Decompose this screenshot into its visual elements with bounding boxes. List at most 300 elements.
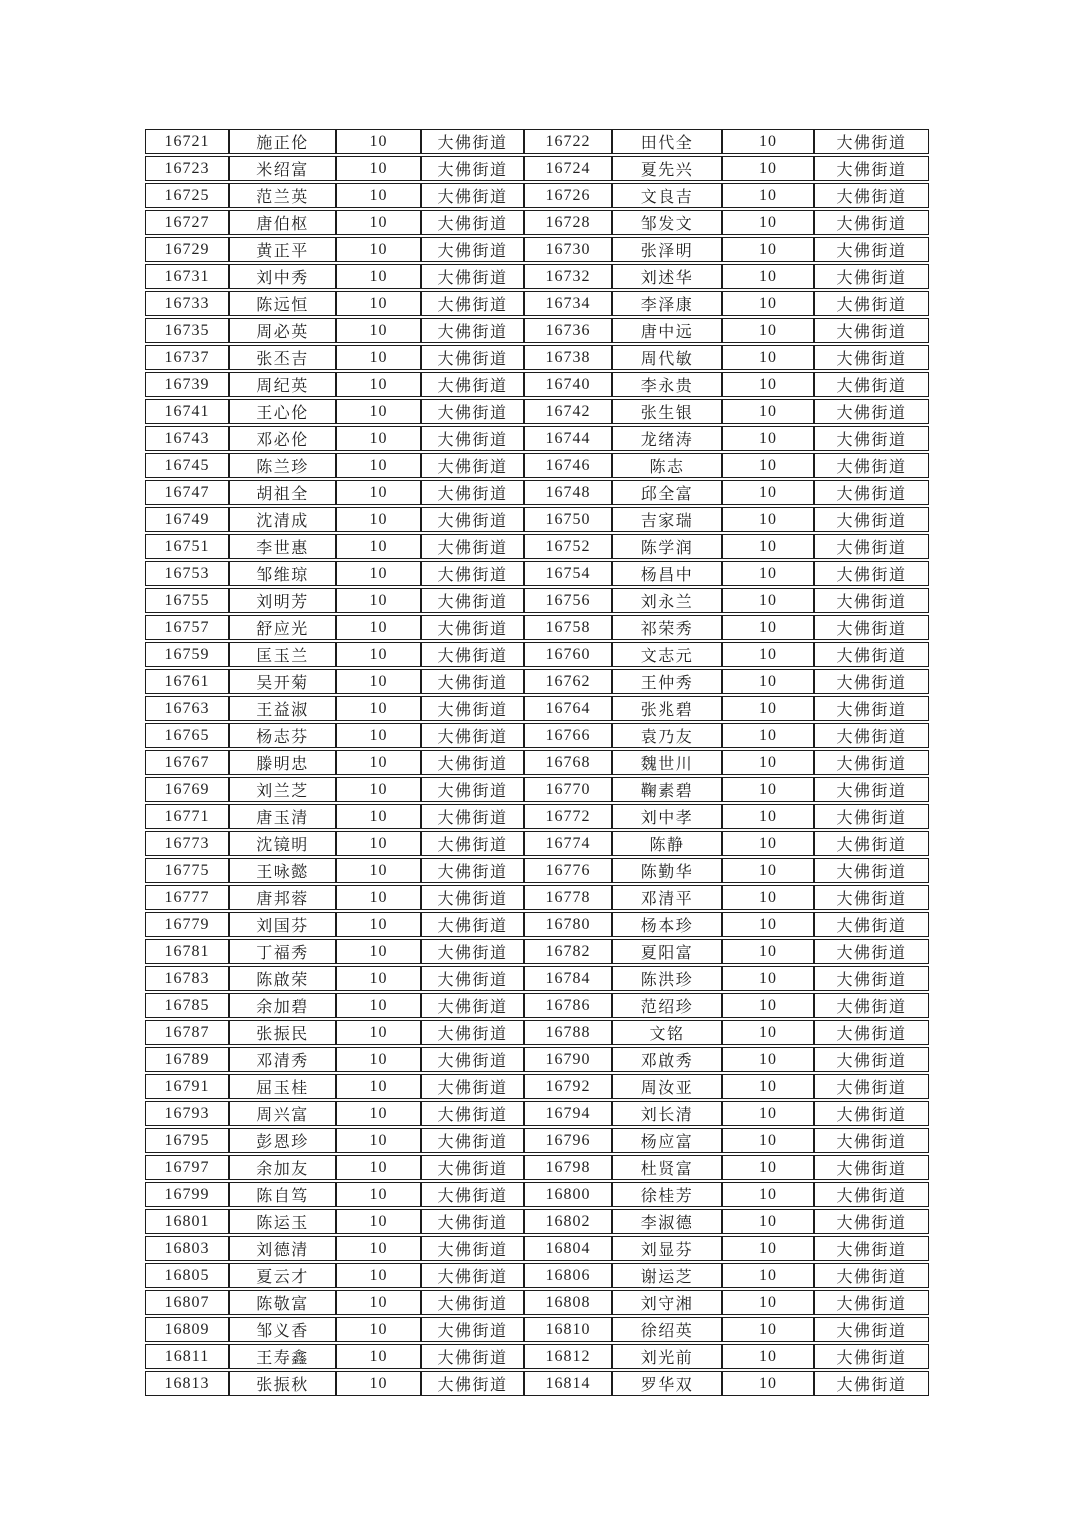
- table-row: [145, 291, 929, 316]
- serial-number-cell: 16722: [524, 129, 612, 154]
- serial-number-cell: 16764: [524, 696, 612, 721]
- table-row: [145, 804, 929, 829]
- name-cell: 王益淑: [229, 696, 336, 721]
- serial-number-cell: 16784: [524, 966, 612, 991]
- amount-cell: 10: [336, 561, 421, 586]
- serial-number-cell: 16790: [524, 1047, 612, 1072]
- serial-number-cell: 16742: [524, 399, 612, 424]
- amount-cell: 10: [722, 1074, 814, 1099]
- table-row: [145, 507, 929, 532]
- amount-cell: 10: [722, 372, 814, 397]
- serial-number-cell: 16798: [524, 1155, 612, 1180]
- name-cell: 匡玉兰: [229, 642, 336, 667]
- serial-number-cell: 16814: [524, 1371, 612, 1396]
- name-cell: 夏阳富: [612, 939, 722, 964]
- street-cell: 大佛街道: [421, 372, 524, 397]
- name-cell: 范兰英: [229, 183, 336, 208]
- serial-number-cell: 16746: [524, 453, 612, 478]
- amount-cell: 10: [336, 426, 421, 451]
- serial-number-cell: 16792: [524, 1074, 612, 1099]
- table-row: [145, 345, 929, 370]
- amount-cell: 10: [722, 426, 814, 451]
- name-cell: 徐绍英: [612, 1317, 722, 1342]
- name-cell: 陈学润: [612, 534, 722, 559]
- name-cell: 刘光前: [612, 1344, 722, 1369]
- name-cell: 张生银: [612, 399, 722, 424]
- amount-cell: 10: [336, 507, 421, 532]
- serial-number-cell: 16749: [145, 507, 229, 532]
- name-cell: 邓清平: [612, 885, 722, 910]
- amount-cell: 10: [336, 1344, 421, 1369]
- serial-number-cell: 16774: [524, 831, 612, 856]
- street-cell: 大佛街道: [421, 1371, 524, 1396]
- street-cell: 大佛街道: [421, 723, 524, 748]
- street-cell: 大佛街道: [421, 1317, 524, 1342]
- amount-cell: 10: [336, 318, 421, 343]
- amount-cell: 10: [722, 1155, 814, 1180]
- roster-table: [145, 127, 929, 1398]
- street-cell: 大佛街道: [421, 210, 524, 235]
- serial-number-cell: 16803: [145, 1236, 229, 1261]
- amount-cell: 10: [336, 264, 421, 289]
- serial-number-cell: 16812: [524, 1344, 612, 1369]
- name-cell: 黄正平: [229, 237, 336, 262]
- street-cell: 大佛街道: [421, 1020, 524, 1045]
- table-row: [145, 777, 929, 802]
- street-cell: 大佛街道: [814, 1074, 929, 1099]
- serial-number-cell: 16748: [524, 480, 612, 505]
- table-row: [145, 453, 929, 478]
- amount-cell: 10: [336, 831, 421, 856]
- serial-number-cell: 16771: [145, 804, 229, 829]
- street-cell: 大佛街道: [421, 291, 524, 316]
- name-cell: 米绍富: [229, 156, 336, 181]
- name-cell: 文志元: [612, 642, 722, 667]
- street-cell: 大佛街道: [421, 1182, 524, 1207]
- amount-cell: 10: [722, 1344, 814, 1369]
- table-row: [145, 183, 929, 208]
- amount-cell: 10: [336, 1128, 421, 1153]
- name-cell: 邓清秀: [229, 1047, 336, 1072]
- name-cell: 李永贵: [612, 372, 722, 397]
- street-cell: 大佛街道: [421, 237, 524, 262]
- serial-number-cell: 16767: [145, 750, 229, 775]
- serial-number-cell: 16780: [524, 912, 612, 937]
- name-cell: 李淑德: [612, 1209, 722, 1234]
- table-row: [145, 1074, 929, 1099]
- street-cell: 大佛街道: [814, 507, 929, 532]
- amount-cell: 10: [336, 993, 421, 1018]
- amount-cell: 10: [722, 966, 814, 991]
- street-cell: 大佛街道: [421, 264, 524, 289]
- name-cell: 杨应富: [612, 1128, 722, 1153]
- amount-cell: 10: [722, 858, 814, 883]
- serial-number-cell: 16791: [145, 1074, 229, 1099]
- street-cell: 大佛街道: [421, 750, 524, 775]
- name-cell: 祁荣秀: [612, 615, 722, 640]
- amount-cell: 10: [722, 1290, 814, 1315]
- name-cell: 范绍珍: [612, 993, 722, 1018]
- table-row: [145, 696, 929, 721]
- name-cell: 王心伦: [229, 399, 336, 424]
- serial-number-cell: 16777: [145, 885, 229, 910]
- street-cell: 大佛街道: [421, 588, 524, 613]
- table-row: [145, 966, 929, 991]
- street-cell: 大佛街道: [421, 561, 524, 586]
- serial-number-cell: 16769: [145, 777, 229, 802]
- table-row: [145, 1155, 929, 1180]
- street-cell: 大佛街道: [421, 345, 524, 370]
- serial-number-cell: 16763: [145, 696, 229, 721]
- street-cell: 大佛街道: [421, 993, 524, 1018]
- amount-cell: 10: [336, 588, 421, 613]
- street-cell: 大佛街道: [421, 1344, 524, 1369]
- street-cell: 大佛街道: [814, 885, 929, 910]
- serial-number-cell: 16772: [524, 804, 612, 829]
- street-cell: 大佛街道: [814, 399, 929, 424]
- table-row: [145, 237, 929, 262]
- street-cell: 大佛街道: [421, 939, 524, 964]
- serial-number-cell: 16765: [145, 723, 229, 748]
- serial-number-cell: 16738: [524, 345, 612, 370]
- table-row: [145, 885, 929, 910]
- table-row: [145, 561, 929, 586]
- amount-cell: 10: [722, 534, 814, 559]
- name-cell: 刘明芳: [229, 588, 336, 613]
- name-cell: 沈镜明: [229, 831, 336, 856]
- amount-cell: 10: [336, 723, 421, 748]
- amount-cell: 10: [722, 939, 814, 964]
- street-cell: 大佛街道: [814, 561, 929, 586]
- street-cell: 大佛街道: [421, 777, 524, 802]
- table-row: [145, 1182, 929, 1207]
- amount-cell: 10: [336, 615, 421, 640]
- serial-number-cell: 16733: [145, 291, 229, 316]
- amount-cell: 10: [722, 831, 814, 856]
- street-cell: 大佛街道: [814, 291, 929, 316]
- serial-number-cell: 16760: [524, 642, 612, 667]
- street-cell: 大佛街道: [814, 669, 929, 694]
- street-cell: 大佛街道: [814, 210, 929, 235]
- table-row: [145, 1236, 929, 1261]
- serial-number-cell: 16775: [145, 858, 229, 883]
- street-cell: 大佛街道: [814, 1371, 929, 1396]
- table-row: [145, 1020, 929, 1045]
- name-cell: 邹发文: [612, 210, 722, 235]
- name-cell: 田代全: [612, 129, 722, 154]
- serial-number-cell: 16800: [524, 1182, 612, 1207]
- street-cell: 大佛街道: [814, 939, 929, 964]
- name-cell: 滕明忠: [229, 750, 336, 775]
- amount-cell: 10: [336, 696, 421, 721]
- amount-cell: 10: [336, 372, 421, 397]
- street-cell: 大佛街道: [421, 642, 524, 667]
- amount-cell: 10: [722, 237, 814, 262]
- serial-number-cell: 16751: [145, 534, 229, 559]
- amount-cell: 10: [722, 318, 814, 343]
- table-row: [145, 588, 929, 613]
- street-cell: 大佛街道: [814, 696, 929, 721]
- name-cell: 唐邦蓉: [229, 885, 336, 910]
- street-cell: 大佛街道: [814, 1317, 929, 1342]
- amount-cell: 10: [722, 642, 814, 667]
- serial-number-cell: 16734: [524, 291, 612, 316]
- serial-number-cell: 16727: [145, 210, 229, 235]
- table-row: [145, 1101, 929, 1126]
- amount-cell: 10: [336, 1290, 421, 1315]
- serial-number-cell: 16740: [524, 372, 612, 397]
- serial-number-cell: 16810: [524, 1317, 612, 1342]
- street-cell: 大佛街道: [421, 858, 524, 883]
- serial-number-cell: 16811: [145, 1344, 229, 1369]
- serial-number-cell: 16804: [524, 1236, 612, 1261]
- name-cell: 丁福秀: [229, 939, 336, 964]
- street-cell: 大佛街道: [814, 1047, 929, 1072]
- amount-cell: 10: [722, 615, 814, 640]
- name-cell: 邓必伦: [229, 426, 336, 451]
- amount-cell: 10: [722, 1236, 814, 1261]
- street-cell: 大佛街道: [814, 966, 929, 991]
- amount-cell: 10: [336, 129, 421, 154]
- table-row: [145, 264, 929, 289]
- serial-number-cell: 16773: [145, 831, 229, 856]
- serial-number-cell: 16755: [145, 588, 229, 613]
- name-cell: 王咏懿: [229, 858, 336, 883]
- name-cell: 刘守湘: [612, 1290, 722, 1315]
- amount-cell: 10: [722, 345, 814, 370]
- serial-number-cell: 16785: [145, 993, 229, 1018]
- name-cell: 刘中秀: [229, 264, 336, 289]
- name-cell: 陈远恒: [229, 291, 336, 316]
- name-cell: 魏世川: [612, 750, 722, 775]
- amount-cell: 10: [336, 1209, 421, 1234]
- table-row: [145, 669, 929, 694]
- serial-number-cell: 16732: [524, 264, 612, 289]
- serial-number-cell: 16753: [145, 561, 229, 586]
- street-cell: 大佛街道: [421, 129, 524, 154]
- serial-number-cell: 16779: [145, 912, 229, 937]
- serial-number-cell: 16794: [524, 1101, 612, 1126]
- serial-number-cell: 16796: [524, 1128, 612, 1153]
- table-row: [145, 318, 929, 343]
- amount-cell: 10: [722, 210, 814, 235]
- name-cell: 文良吉: [612, 183, 722, 208]
- name-cell: 陈勤华: [612, 858, 722, 883]
- name-cell: 罗华双: [612, 1371, 722, 1396]
- serial-number-cell: 16735: [145, 318, 229, 343]
- name-cell: 杨本珍: [612, 912, 722, 937]
- street-cell: 大佛街道: [421, 453, 524, 478]
- serial-number-cell: 16802: [524, 1209, 612, 1234]
- street-cell: 大佛街道: [421, 399, 524, 424]
- amount-cell: 10: [336, 750, 421, 775]
- serial-number-cell: 16795: [145, 1128, 229, 1153]
- name-cell: 徐桂芳: [612, 1182, 722, 1207]
- name-cell: 陈志: [612, 453, 722, 478]
- serial-number-cell: 16806: [524, 1263, 612, 1288]
- name-cell: 王仲秀: [612, 669, 722, 694]
- name-cell: 周汝亚: [612, 1074, 722, 1099]
- amount-cell: 10: [722, 453, 814, 478]
- amount-cell: 10: [336, 1101, 421, 1126]
- street-cell: 大佛街道: [814, 345, 929, 370]
- street-cell: 大佛街道: [421, 1101, 524, 1126]
- amount-cell: 10: [336, 669, 421, 694]
- serial-number-cell: 16787: [145, 1020, 229, 1045]
- street-cell: 大佛街道: [814, 1020, 929, 1045]
- street-cell: 大佛街道: [421, 966, 524, 991]
- name-cell: 舒应光: [229, 615, 336, 640]
- amount-cell: 10: [336, 966, 421, 991]
- name-cell: 余加友: [229, 1155, 336, 1180]
- table-row: [145, 1290, 929, 1315]
- table-row: [145, 1209, 929, 1234]
- name-cell: 吴开菊: [229, 669, 336, 694]
- name-cell: 邹义香: [229, 1317, 336, 1342]
- street-cell: 大佛街道: [814, 426, 929, 451]
- street-cell: 大佛街道: [421, 534, 524, 559]
- name-cell: 张丕吉: [229, 345, 336, 370]
- name-cell: 邹维琼: [229, 561, 336, 586]
- street-cell: 大佛街道: [814, 831, 929, 856]
- serial-number-cell: 16808: [524, 1290, 612, 1315]
- table-row: [145, 156, 929, 181]
- name-cell: 王寿鑫: [229, 1344, 336, 1369]
- name-cell: 陈自笃: [229, 1182, 336, 1207]
- amount-cell: 10: [722, 723, 814, 748]
- table-row: [145, 534, 929, 559]
- name-cell: 邓啟秀: [612, 1047, 722, 1072]
- amount-cell: 10: [336, 804, 421, 829]
- serial-number-cell: 16783: [145, 966, 229, 991]
- table-row: [145, 1128, 929, 1153]
- name-cell: 陈运玉: [229, 1209, 336, 1234]
- street-cell: 大佛街道: [814, 642, 929, 667]
- amount-cell: 10: [336, 480, 421, 505]
- name-cell: 唐玉清: [229, 804, 336, 829]
- street-cell: 大佛街道: [814, 1344, 929, 1369]
- street-cell: 大佛街道: [421, 507, 524, 532]
- street-cell: 大佛街道: [814, 480, 929, 505]
- name-cell: 周纪英: [229, 372, 336, 397]
- serial-number-cell: 16741: [145, 399, 229, 424]
- name-cell: 刘述华: [612, 264, 722, 289]
- amount-cell: 10: [722, 777, 814, 802]
- street-cell: 大佛街道: [421, 156, 524, 181]
- name-cell: 吉家瑞: [612, 507, 722, 532]
- amount-cell: 10: [336, 156, 421, 181]
- street-cell: 大佛街道: [814, 1155, 929, 1180]
- name-cell: 夏云才: [229, 1263, 336, 1288]
- name-cell: 周兴富: [229, 1101, 336, 1126]
- table-row: [145, 129, 929, 154]
- serial-number-cell: 16799: [145, 1182, 229, 1207]
- name-cell: 夏先兴: [612, 156, 722, 181]
- street-cell: 大佛街道: [814, 777, 929, 802]
- amount-cell: 10: [336, 534, 421, 559]
- amount-cell: 10: [336, 1047, 421, 1072]
- name-cell: 刘显芬: [612, 1236, 722, 1261]
- street-cell: 大佛街道: [814, 1263, 929, 1288]
- table-row: [145, 939, 929, 964]
- name-cell: 陈敬富: [229, 1290, 336, 1315]
- street-cell: 大佛街道: [814, 1128, 929, 1153]
- street-cell: 大佛街道: [814, 858, 929, 883]
- street-cell: 大佛街道: [421, 183, 524, 208]
- name-cell: 杨昌中: [612, 561, 722, 586]
- name-cell: 文铭: [612, 1020, 722, 1045]
- name-cell: 张振民: [229, 1020, 336, 1045]
- street-cell: 大佛街道: [814, 318, 929, 343]
- name-cell: 龙绪涛: [612, 426, 722, 451]
- street-cell: 大佛街道: [421, 615, 524, 640]
- name-cell: 张兆碧: [612, 696, 722, 721]
- name-cell: 刘长清: [612, 1101, 722, 1126]
- serial-number-cell: 16805: [145, 1263, 229, 1288]
- table-row: [145, 723, 929, 748]
- table-row: [145, 399, 929, 424]
- street-cell: 大佛街道: [814, 1182, 929, 1207]
- name-cell: 彭恩珍: [229, 1128, 336, 1153]
- serial-number-cell: 16754: [524, 561, 612, 586]
- street-cell: 大佛街道: [421, 669, 524, 694]
- serial-number-cell: 16758: [524, 615, 612, 640]
- name-cell: 李泽康: [612, 291, 722, 316]
- street-cell: 大佛街道: [814, 183, 929, 208]
- serial-number-cell: 16809: [145, 1317, 229, 1342]
- name-cell: 施正伦: [229, 129, 336, 154]
- amount-cell: 10: [722, 993, 814, 1018]
- name-cell: 袁乃友: [612, 723, 722, 748]
- table-row: [145, 1047, 929, 1072]
- name-cell: 周代敏: [612, 345, 722, 370]
- table-row: [145, 1344, 929, 1369]
- street-cell: 大佛街道: [814, 1209, 929, 1234]
- name-cell: 陈洪珍: [612, 966, 722, 991]
- name-cell: 邱全富: [612, 480, 722, 505]
- serial-number-cell: 16766: [524, 723, 612, 748]
- name-cell: 陈兰珍: [229, 453, 336, 478]
- amount-cell: 10: [336, 1020, 421, 1045]
- table-row: [145, 750, 929, 775]
- serial-number-cell: 16776: [524, 858, 612, 883]
- table-row: [145, 912, 929, 937]
- street-cell: 大佛街道: [814, 993, 929, 1018]
- amount-cell: 10: [722, 669, 814, 694]
- name-cell: 余加碧: [229, 993, 336, 1018]
- street-cell: 大佛街道: [814, 264, 929, 289]
- amount-cell: 10: [722, 1317, 814, 1342]
- serial-number-cell: 16725: [145, 183, 229, 208]
- street-cell: 大佛街道: [421, 912, 524, 937]
- street-cell: 大佛街道: [421, 831, 524, 856]
- amount-cell: 10: [722, 804, 814, 829]
- name-cell: 张泽明: [612, 237, 722, 262]
- name-cell: 唐中远: [612, 318, 722, 343]
- street-cell: 大佛街道: [421, 696, 524, 721]
- table-row: [145, 993, 929, 1018]
- serial-number-cell: 16793: [145, 1101, 229, 1126]
- serial-number-cell: 16729: [145, 237, 229, 262]
- amount-cell: 10: [336, 1371, 421, 1396]
- serial-number-cell: 16788: [524, 1020, 612, 1045]
- amount-cell: 10: [336, 858, 421, 883]
- street-cell: 大佛街道: [421, 1263, 524, 1288]
- street-cell: 大佛街道: [421, 1290, 524, 1315]
- serial-number-cell: 16797: [145, 1155, 229, 1180]
- amount-cell: 10: [336, 939, 421, 964]
- serial-number-cell: 16730: [524, 237, 612, 262]
